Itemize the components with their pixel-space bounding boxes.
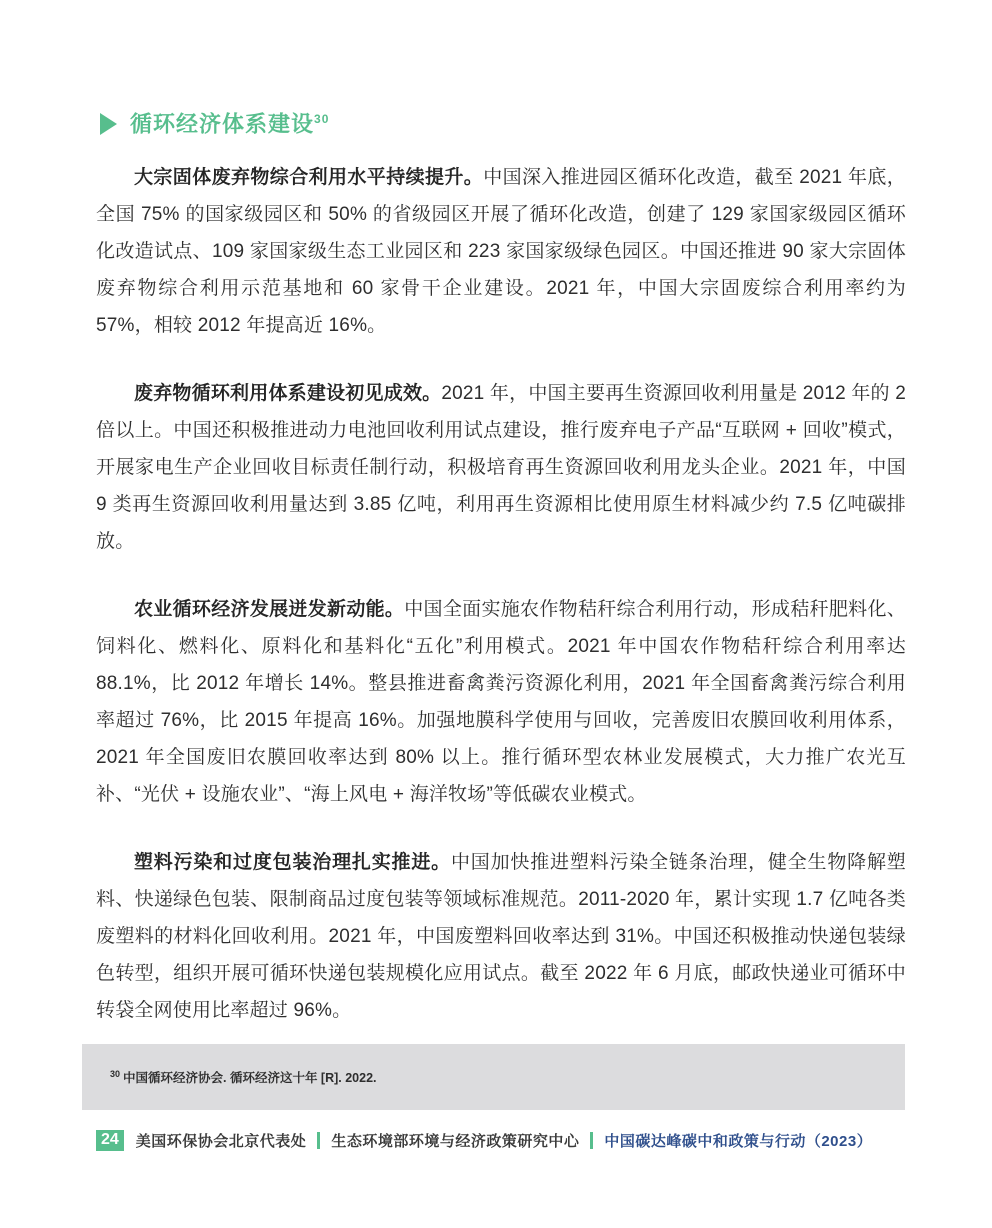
paragraph-4 bbox=[96, 844, 906, 1029]
paragraph-2-body: 2021 年，中国主要再生资源回收利用量是 2012 年的 2 倍以上。中国还积极推进动力电池回收利用试点建设，推行废弃电子产品“互联网 + 回收”模式，开展家电生产企业回收目标责任制行动，积极培育再生资源回收利用龙头企业。2021 年，中国 9 类再生资源回收利用量达到 3.85 亿吨，利用再生资源相比使用原生材料减少约 7.5 亿吨碳排放。 bbox=[96, 383, 906, 553]
paragraph-1 bbox=[96, 159, 906, 344]
section-footnote-ref: 30 bbox=[314, 112, 330, 126]
footer-separator-icon bbox=[590, 1132, 593, 1149]
paragraph-3-body: 中国全面实施农作物秸秆综合利用行动，形成秸秆肥料化、饲料化、燃料化、原料化和基料化“五化”利用模式。2021 年中国农作物秸秆综合利用率达 88.1%，比 2012 年增长 14%。整县推进畜禽粪污资源化利用，2021 年全国畜禽粪污综合利用率超过 76%，比 2015 年提高 16%。加强地膜科学使用与回收，完善废旧农膜回收利用体系，2021 年全国废旧农膜回收率达到 80% 以上。推行循环型农林业发展模式，大力推广农光互补、“光伏 + 设施农业”、“海上风电 + 海洋牧场”等低碳农业模式。 bbox=[96, 599, 906, 806]
paragraph-3 bbox=[96, 591, 906, 813]
section-heading bbox=[100, 113, 906, 135]
page-content bbox=[96, 0, 906, 1060]
footer-separator-icon bbox=[317, 1132, 320, 1149]
footer-report-title: 中国碳达峰碳中和政策与行动（2023） bbox=[604, 1133, 873, 1150]
paragraph-2 bbox=[96, 375, 906, 560]
paragraph-1-body: 中国深入推进园区循环化改造，截至 2021 年底，全国 75% 的国家级园区和 50% 的省级园区开展了循环化改造，创建了 129 家国家级园区循环化改造试点、109 家国家级生态工业园区和 223 家国家级绿色园区。中国还推进 90 家大宗固体废弃物综合利用示范基地和 60 家骨干企业建设。2021 年，中国大宗固废综合利用率约为 57%，相较 2012 年提高近 16%。 bbox=[96, 167, 906, 337]
footnote-text bbox=[110, 1068, 377, 1086]
section-title-text: 循环经济体系建设 bbox=[130, 111, 315, 137]
paragraph-4-lead: 塑料污染和过度包装治理扎实推进。 bbox=[134, 852, 451, 874]
triangle-bullet-icon bbox=[100, 113, 117, 135]
footnote-box bbox=[82, 1044, 905, 1110]
footnote-citation: 中国循环经济协会. 循环经济这十年 [R]. 2022. bbox=[123, 1071, 377, 1085]
footer-org-1: 美国环保协会北京代表处 bbox=[135, 1133, 307, 1150]
paragraph-4-body: 中国加快推进塑料污染全链条治理，健全生物降解塑料、快递绿色包装、限制商品过度包装等领域标准规范。2011‐2020 年，累计实现 1.7 亿吨各类废塑料的材料化回收利用。2021 年，中国废塑料回收率达到 31%。中国还积极推动快递包装绿色转型，组织开展可循环快递包装规模化应用试点。截至 2022 年 6 月底，邮政快递业可循环中转袋全网使用比率超过 96%。 bbox=[96, 852, 906, 1022]
body-copy bbox=[96, 159, 906, 1029]
footer-org-2: 生态环境部环境与经济政策研究中心 bbox=[331, 1133, 580, 1150]
page-number-badge: 24 bbox=[96, 1130, 124, 1151]
footnote-ref: 30 bbox=[110, 1068, 121, 1079]
paragraph-1-lead: 大宗固体废弃物综合利用水平持续提升。 bbox=[134, 167, 484, 189]
page-footer bbox=[96, 1130, 916, 1151]
section-title bbox=[130, 113, 329, 135]
paragraph-3-lead: 农业循环经济发展迸发新动能。 bbox=[134, 599, 405, 621]
paragraph-2-lead: 废弃物循环利用体系建设初见成效。 bbox=[134, 383, 442, 405]
